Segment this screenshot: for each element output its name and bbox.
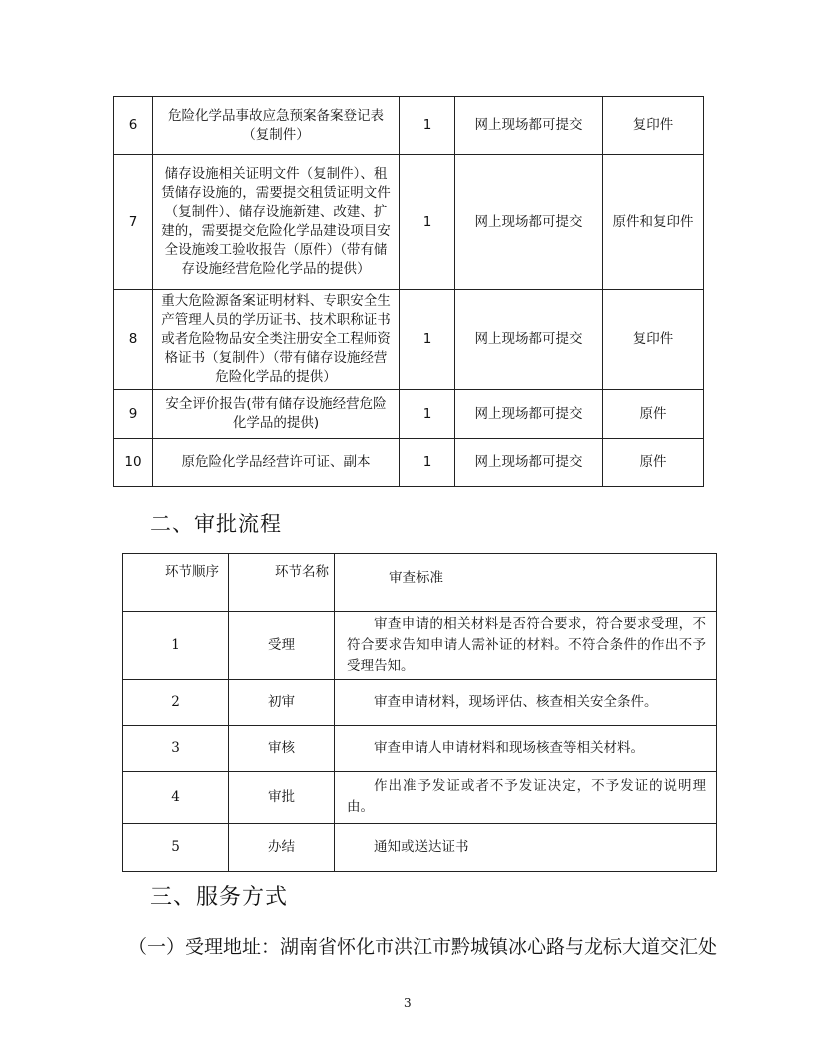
- header-name: 环节名称: [229, 554, 335, 612]
- step-order: 1: [123, 612, 229, 680]
- table-row: [123, 679, 717, 725]
- step-order: 2: [123, 679, 229, 725]
- material-count: 1: [400, 97, 455, 155]
- header-order: 环节顺序: [123, 554, 229, 612]
- table-row: [114, 97, 704, 155]
- page-number: 3: [404, 996, 412, 1010]
- row-number: 8: [114, 290, 153, 390]
- step-standard: [335, 612, 717, 680]
- material-form: 复印件: [603, 290, 704, 390]
- materials-table: [113, 96, 704, 487]
- material-form: 原件: [603, 390, 704, 439]
- material-form: 复印件: [603, 97, 704, 155]
- table-header-row: [123, 554, 717, 612]
- row-number: 6: [114, 97, 153, 155]
- material-name: 重大危险源备案证明材料、专职安全生产管理人员的学历证书、技术职称证书或者危险物品安全类注册安全工程师资格证书（复制件）（带有储存设施经营危险化学品的提供）: [153, 290, 400, 390]
- step-standard: [335, 771, 717, 823]
- step-name: 审核: [229, 725, 335, 771]
- step-standard-text: 审查申请人申请材料和现场核查等相关材料。: [374, 739, 644, 756]
- material-name: 原危险化学品经营许可证、副本: [153, 439, 400, 487]
- material-form: 原件: [603, 439, 704, 487]
- step-order: 3: [123, 725, 229, 771]
- step-standard: [335, 823, 717, 871]
- submit-method: 网上现场都可提交: [455, 390, 603, 439]
- submit-method: 网上现场都可提交: [455, 439, 603, 487]
- table-row: [123, 823, 717, 871]
- material-count: 1: [400, 155, 455, 290]
- material-name: 安全评价报告(带有储存设施经营危险化学品的提供): [153, 390, 400, 439]
- material-count: 1: [400, 290, 455, 390]
- material-name: 危险化学品事故应急预案备案登记表（复制件）: [153, 97, 400, 155]
- table-row: [114, 155, 704, 290]
- material-count: 1: [400, 390, 455, 439]
- step-standard-text: 审查申请材料，现场评估、核查相关安全条件。: [374, 693, 658, 710]
- step-name: 初审: [229, 679, 335, 725]
- step-standard: [335, 725, 717, 771]
- table-row: [123, 612, 717, 680]
- section-heading-service-method: 三、服务方式: [150, 885, 289, 910]
- step-name: 审批: [229, 771, 335, 823]
- table-row: [114, 290, 704, 390]
- row-number: 7: [114, 155, 153, 290]
- step-standard-text: 通知或送达证书: [374, 838, 469, 855]
- step-order: 4: [123, 771, 229, 823]
- step-standard-text: 作出准予发证或者不予发证决定，不予发证的说明理由。: [347, 778, 706, 816]
- submit-method: 网上现场都可提交: [455, 155, 603, 290]
- table-row: [114, 390, 704, 439]
- acceptance-address: （一）受理地址：湖南省怀化市洪江市黔城镇冰心路与龙标大道交汇处: [128, 936, 718, 958]
- row-number: 9: [114, 390, 153, 439]
- step-standard: [335, 679, 717, 725]
- submit-method: 网上现场都可提交: [455, 290, 603, 390]
- submit-method: 网上现场都可提交: [455, 97, 603, 155]
- table-row: [123, 725, 717, 771]
- table-row: [123, 771, 717, 823]
- material-form: 原件和复印件: [603, 155, 704, 290]
- row-number: 10: [114, 439, 153, 487]
- step-order: 5: [123, 823, 229, 871]
- section-heading-approval-process: 二、审批流程: [150, 512, 282, 536]
- process-table: [122, 553, 717, 872]
- table-row: [114, 439, 704, 487]
- header-standard: 审查标准: [335, 554, 717, 612]
- step-name: 办结: [229, 823, 335, 871]
- material-count: 1: [400, 439, 455, 487]
- step-standard-text: 审查申请的相关材料是否符合要求，符合要求受理，不符合要求告知申请人需补证的材料。不符合条件的作出不予受理告知。: [347, 616, 706, 674]
- step-name: 受理: [229, 612, 335, 680]
- material-name: 储存设施相关证明文件（复制件）、租赁储存设施的，需要提交租赁证明文件（复制件）、储存设施新建、改建、扩建的，需要提交危险化学品建设项目安全设施竣工验收报告（原件）（带有储存设施经营危险化学品的提供）: [153, 155, 400, 290]
